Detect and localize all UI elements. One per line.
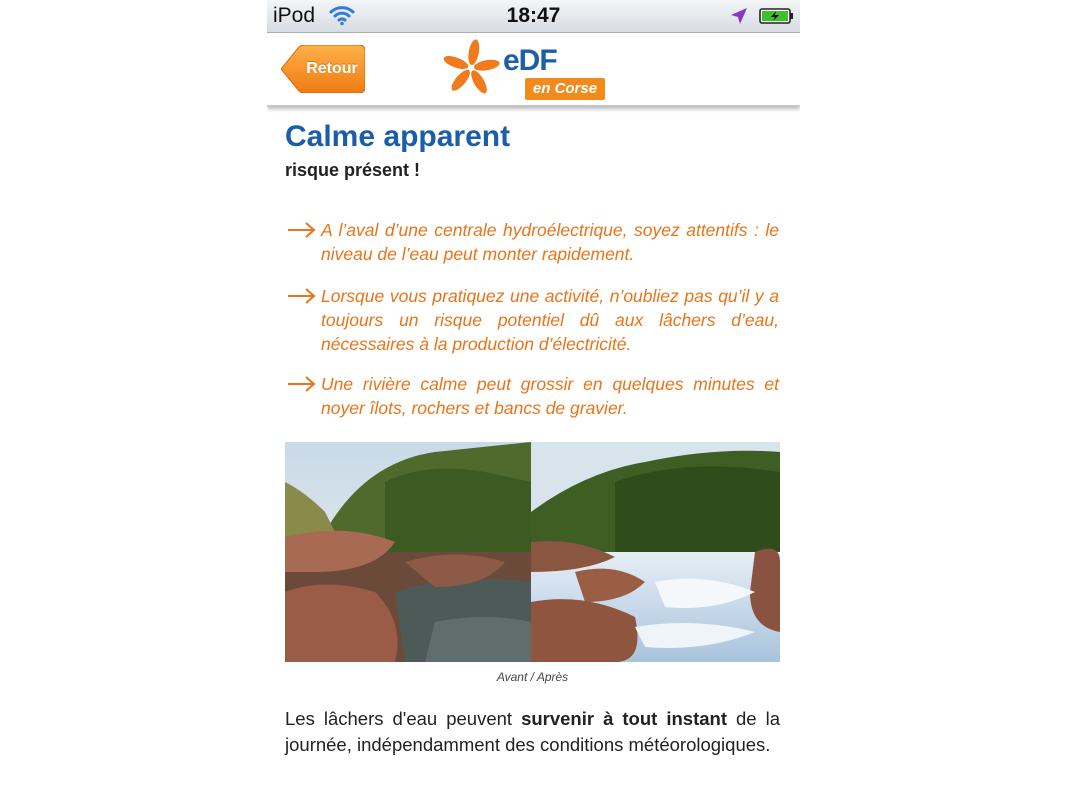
status-bar (267, 0, 800, 33)
photo-caption: Avant / Après (496, 670, 569, 684)
logo-region-tag: en Corse (525, 78, 605, 100)
orange-arrow-icon (287, 287, 317, 310)
back-button-label: Retour (306, 60, 358, 77)
body-text-emphasis: survenir à tout instant (521, 708, 727, 729)
body-text-start: Les lâchers d'eau peuvent (285, 708, 522, 729)
location-arrow-icon (729, 6, 749, 31)
page-title: Calme apparent (285, 120, 511, 153)
battery-icon (759, 8, 795, 29)
navigation-bar (267, 33, 800, 106)
body-text-end: de la journée, indépendamment des conditions météorologiques. (285, 708, 780, 755)
carrier-label: iPod (273, 4, 316, 27)
warning-text: A l’aval d’une centrale hydroélectrique, soyez attentifs : le niveau de l’eau peut monter rapidement. (321, 220, 779, 264)
status-time: 18:47 (506, 4, 561, 27)
logo-wordmark: eDF (503, 44, 557, 77)
warning-text: Lorsque vous pratiquez une activité, n’oubliez pas qu’il y a toujours un risque potentiel dû aux lâchers d’eau, nécessaires à la production d’électricité. (321, 286, 779, 354)
body-paragraph (285, 706, 780, 758)
edf-logo (441, 38, 609, 100)
edf-flower-icon (441, 38, 503, 100)
before-after-photo (285, 442, 780, 662)
back-button[interactable] (281, 45, 365, 93)
app-screen (267, 0, 800, 800)
page-subtitle: risque présent ! (285, 160, 421, 180)
orange-arrow-icon (287, 375, 317, 398)
warning-text: Une rivière calme peut grossir en quelques minutes et noyer îlots, rochers et bancs de gravier. (321, 374, 779, 418)
orange-arrow-icon (287, 221, 317, 244)
